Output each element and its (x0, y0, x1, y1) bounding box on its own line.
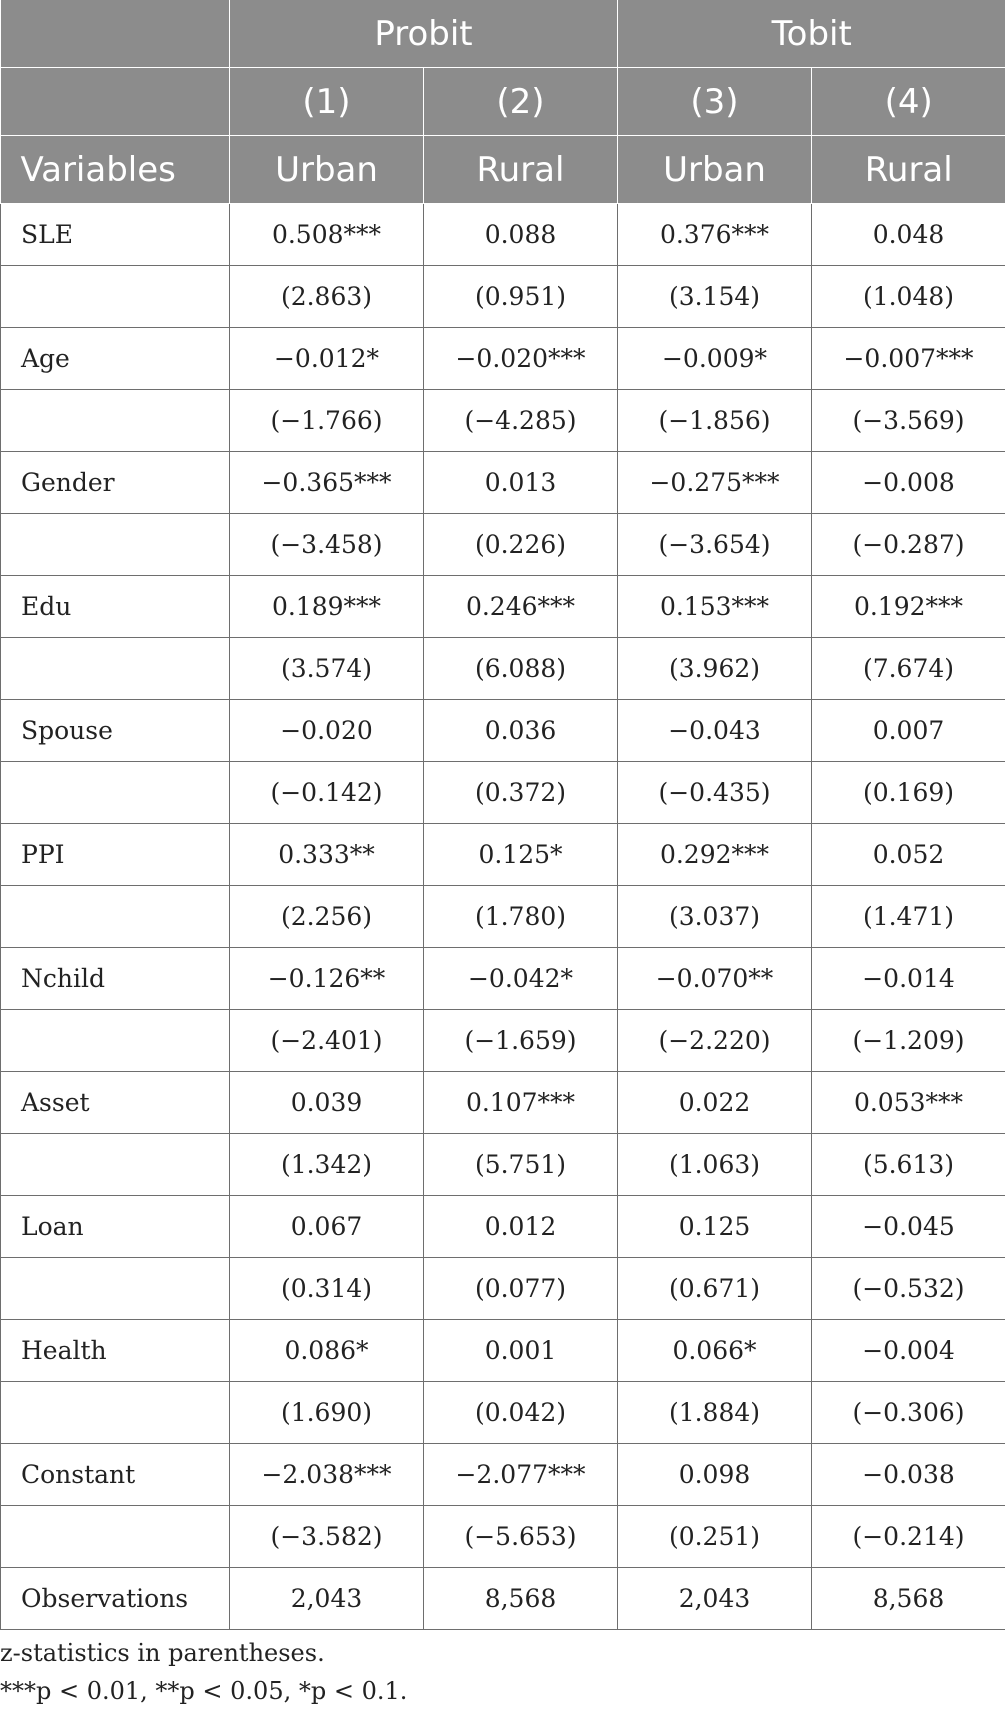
table-row-coefficient (1, 824, 1005, 886)
zstat-cell: (−1.659) (424, 1010, 618, 1072)
coefficient-cell: 0.125* (424, 824, 618, 886)
variable-name: Loan (1, 1196, 230, 1258)
zstat-cell: (−2.220) (618, 1010, 812, 1072)
table-row-coefficient (1, 452, 1005, 514)
variable-name: Constant (1, 1444, 230, 1506)
observations-label: Observations (1, 1568, 230, 1630)
variable-name: Health (1, 1320, 230, 1382)
coefficient-cell: 0.508*** (230, 204, 424, 266)
zstat-cell: (0.169) (812, 762, 1005, 824)
table-body (1, 204, 1005, 1630)
coefficient-cell: −0.045 (812, 1196, 1005, 1258)
notes-significance-line: ***p < 0.01, **p < 0.05, *p < 0.1. (0, 1677, 408, 1705)
zstat-cell: (−4.285) (424, 390, 618, 452)
coefficient-cell: 0.098 (618, 1444, 812, 1506)
zstat-cell: (−1.766) (230, 390, 424, 452)
header-group-probit: Probit (230, 0, 618, 68)
variable-name: SLE (1, 204, 230, 266)
zstat-cell: (−0.287) (812, 514, 1005, 576)
zstat-cell: (−2.401) (230, 1010, 424, 1072)
variable-blank-cell (1, 1010, 230, 1072)
zstat-cell: (1.342) (230, 1134, 424, 1196)
zstat-cell: (0.077) (424, 1258, 618, 1320)
table-row-zstat (1, 390, 1005, 452)
table-row-coefficient (1, 1444, 1005, 1506)
zstat-cell: (−0.435) (618, 762, 812, 824)
zstat-cell: (−0.306) (812, 1382, 1005, 1444)
coefficient-cell: 0.039 (230, 1072, 424, 1134)
header-blank-cell (1, 0, 230, 68)
zstat-cell: (0.314) (230, 1258, 424, 1320)
coefficient-cell: 0.066* (618, 1320, 812, 1382)
notes-zstat-line: z-statistics in parentheses. (0, 1639, 325, 1667)
coefficient-cell: 0.189*** (230, 576, 424, 638)
coefficient-cell: 0.052 (812, 824, 1005, 886)
zstat-cell: (1.063) (618, 1134, 812, 1196)
variable-name: Nchild (1, 948, 230, 1010)
coefficient-cell: 0.246*** (424, 576, 618, 638)
table-row-coefficient (1, 204, 1005, 266)
variable-blank-cell (1, 762, 230, 824)
table-row-coefficient (1, 576, 1005, 638)
coefficient-cell: 0.292*** (618, 824, 812, 886)
zstat-cell: (5.751) (424, 1134, 618, 1196)
coefficient-cell: 0.088 (424, 204, 618, 266)
coefficient-cell: −2.077*** (424, 1444, 618, 1506)
variable-name: Spouse (1, 700, 230, 762)
table-row-zstat (1, 886, 1005, 948)
variable-blank-cell (1, 1382, 230, 1444)
header-row-groups (1, 0, 1005, 68)
zstat-cell: (−3.458) (230, 514, 424, 576)
coefficient-cell: −0.126** (230, 948, 424, 1010)
coefficient-cell: 0.192*** (812, 576, 1005, 638)
coefficient-cell: −0.009* (618, 328, 812, 390)
zstat-cell: (−0.142) (230, 762, 424, 824)
coefficient-cell: 0.333** (230, 824, 424, 886)
zstat-cell: (0.951) (424, 266, 618, 328)
header-col-number: (4) (812, 68, 1005, 136)
variable-name: Edu (1, 576, 230, 638)
zstat-cell: (−0.532) (812, 1258, 1005, 1320)
table-row-zstat (1, 1506, 1005, 1568)
coefficient-cell: 0.107*** (424, 1072, 618, 1134)
header-col-label: Urban (618, 136, 812, 204)
zstat-cell: (−3.582) (230, 1506, 424, 1568)
table-row-coefficient (1, 948, 1005, 1010)
table-notes (0, 1634, 407, 1710)
variable-name: Gender (1, 452, 230, 514)
variable-blank-cell (1, 638, 230, 700)
observations-cell: 2,043 (230, 1568, 424, 1630)
table-row-zstat (1, 638, 1005, 700)
header-group-tobit: Tobit (618, 0, 1005, 68)
variable-blank-cell (1, 1258, 230, 1320)
zstat-cell: (3.037) (618, 886, 812, 948)
coefficient-cell: −0.070** (618, 948, 812, 1010)
coefficient-cell: 0.036 (424, 700, 618, 762)
zstat-cell: (5.613) (812, 1134, 1005, 1196)
zstat-cell: (0.226) (424, 514, 618, 576)
coefficient-cell: −0.043 (618, 700, 812, 762)
table-row-zstat (1, 514, 1005, 576)
variable-name: Asset (1, 1072, 230, 1134)
coefficient-cell: 0.007 (812, 700, 1005, 762)
table-row-zstat (1, 762, 1005, 824)
zstat-cell: (1.690) (230, 1382, 424, 1444)
zstat-cell: (0.251) (618, 1506, 812, 1568)
variable-blank-cell (1, 514, 230, 576)
coefficient-cell: −0.004 (812, 1320, 1005, 1382)
variable-blank-cell (1, 390, 230, 452)
variable-blank-cell (1, 266, 230, 328)
header-variables-label: Variables (1, 136, 230, 204)
coefficient-cell: 0.153*** (618, 576, 812, 638)
coefficient-cell: −0.012* (230, 328, 424, 390)
variable-blank-cell (1, 886, 230, 948)
zstat-cell: (3.574) (230, 638, 424, 700)
zstat-cell: (1.884) (618, 1382, 812, 1444)
coefficient-cell: −0.042* (424, 948, 618, 1010)
header-col-label: Rural (812, 136, 1005, 204)
coefficient-cell: −0.365*** (230, 452, 424, 514)
zstat-cell: (−3.569) (812, 390, 1005, 452)
variable-name: Age (1, 328, 230, 390)
zstat-cell: (7.674) (812, 638, 1005, 700)
coefficient-cell: −0.275*** (618, 452, 812, 514)
zstat-cell: (3.154) (618, 266, 812, 328)
table-row-coefficient (1, 700, 1005, 762)
coefficient-cell: 0.376*** (618, 204, 812, 266)
zstat-cell: (2.256) (230, 886, 424, 948)
zstat-cell: (−1.856) (618, 390, 812, 452)
variable-name: PPI (1, 824, 230, 886)
table-row-coefficient (1, 1072, 1005, 1134)
table-row-coefficient (1, 1196, 1005, 1258)
header-col-number: (1) (230, 68, 424, 136)
coefficient-cell: −0.038 (812, 1444, 1005, 1506)
zstat-cell: (−3.654) (618, 514, 812, 576)
zstat-cell: (0.042) (424, 1382, 618, 1444)
zstat-cell: (1.780) (424, 886, 618, 948)
header-col-label: Rural (424, 136, 618, 204)
table-row-zstat (1, 1258, 1005, 1320)
table-header (1, 0, 1005, 204)
zstat-cell: (−1.209) (812, 1010, 1005, 1072)
coefficient-cell: 0.125 (618, 1196, 812, 1258)
observations-cell: 8,568 (812, 1568, 1005, 1630)
coefficient-cell: −0.014 (812, 948, 1005, 1010)
coefficient-cell: 0.067 (230, 1196, 424, 1258)
zstat-cell: (−5.653) (424, 1506, 618, 1568)
coefficient-cell: −2.038*** (230, 1444, 424, 1506)
zstat-cell: (2.863) (230, 266, 424, 328)
coefficient-cell: 0.086* (230, 1320, 424, 1382)
coefficient-cell: −0.020*** (424, 328, 618, 390)
header-row-labels (1, 136, 1005, 204)
header-col-label: Urban (230, 136, 424, 204)
header-row-numbers (1, 68, 1005, 136)
zstat-cell: (1.048) (812, 266, 1005, 328)
variable-blank-cell (1, 1506, 230, 1568)
coefficient-cell: −0.007*** (812, 328, 1005, 390)
coefficient-cell: 0.053*** (812, 1072, 1005, 1134)
header-col-number: (2) (424, 68, 618, 136)
zstat-cell: (6.088) (424, 638, 618, 700)
zstat-cell: (−0.214) (812, 1506, 1005, 1568)
zstat-cell: (1.471) (812, 886, 1005, 948)
coefficient-cell: 0.022 (618, 1072, 812, 1134)
coefficient-cell: 0.001 (424, 1320, 618, 1382)
coefficient-cell: 0.048 (812, 204, 1005, 266)
table-row-zstat (1, 1134, 1005, 1196)
zstat-cell: (0.671) (618, 1258, 812, 1320)
header-col-number: (3) (618, 68, 812, 136)
table-row-zstat (1, 1382, 1005, 1444)
observations-cell: 8,568 (424, 1568, 618, 1630)
table-row-zstat (1, 1010, 1005, 1072)
coefficient-cell: 0.013 (424, 452, 618, 514)
coefficient-cell: −0.020 (230, 700, 424, 762)
zstat-cell: (3.962) (618, 638, 812, 700)
table-row-zstat (1, 266, 1005, 328)
table-row-coefficient (1, 1320, 1005, 1382)
zstat-cell: (0.372) (424, 762, 618, 824)
table-row-coefficient (1, 328, 1005, 390)
table-row-observations (1, 1568, 1005, 1630)
observations-cell: 2,043 (618, 1568, 812, 1630)
coefficient-cell: 0.012 (424, 1196, 618, 1258)
header-blank-cell (1, 68, 230, 136)
coefficient-cell: −0.008 (812, 452, 1005, 514)
variable-blank-cell (1, 1134, 230, 1196)
